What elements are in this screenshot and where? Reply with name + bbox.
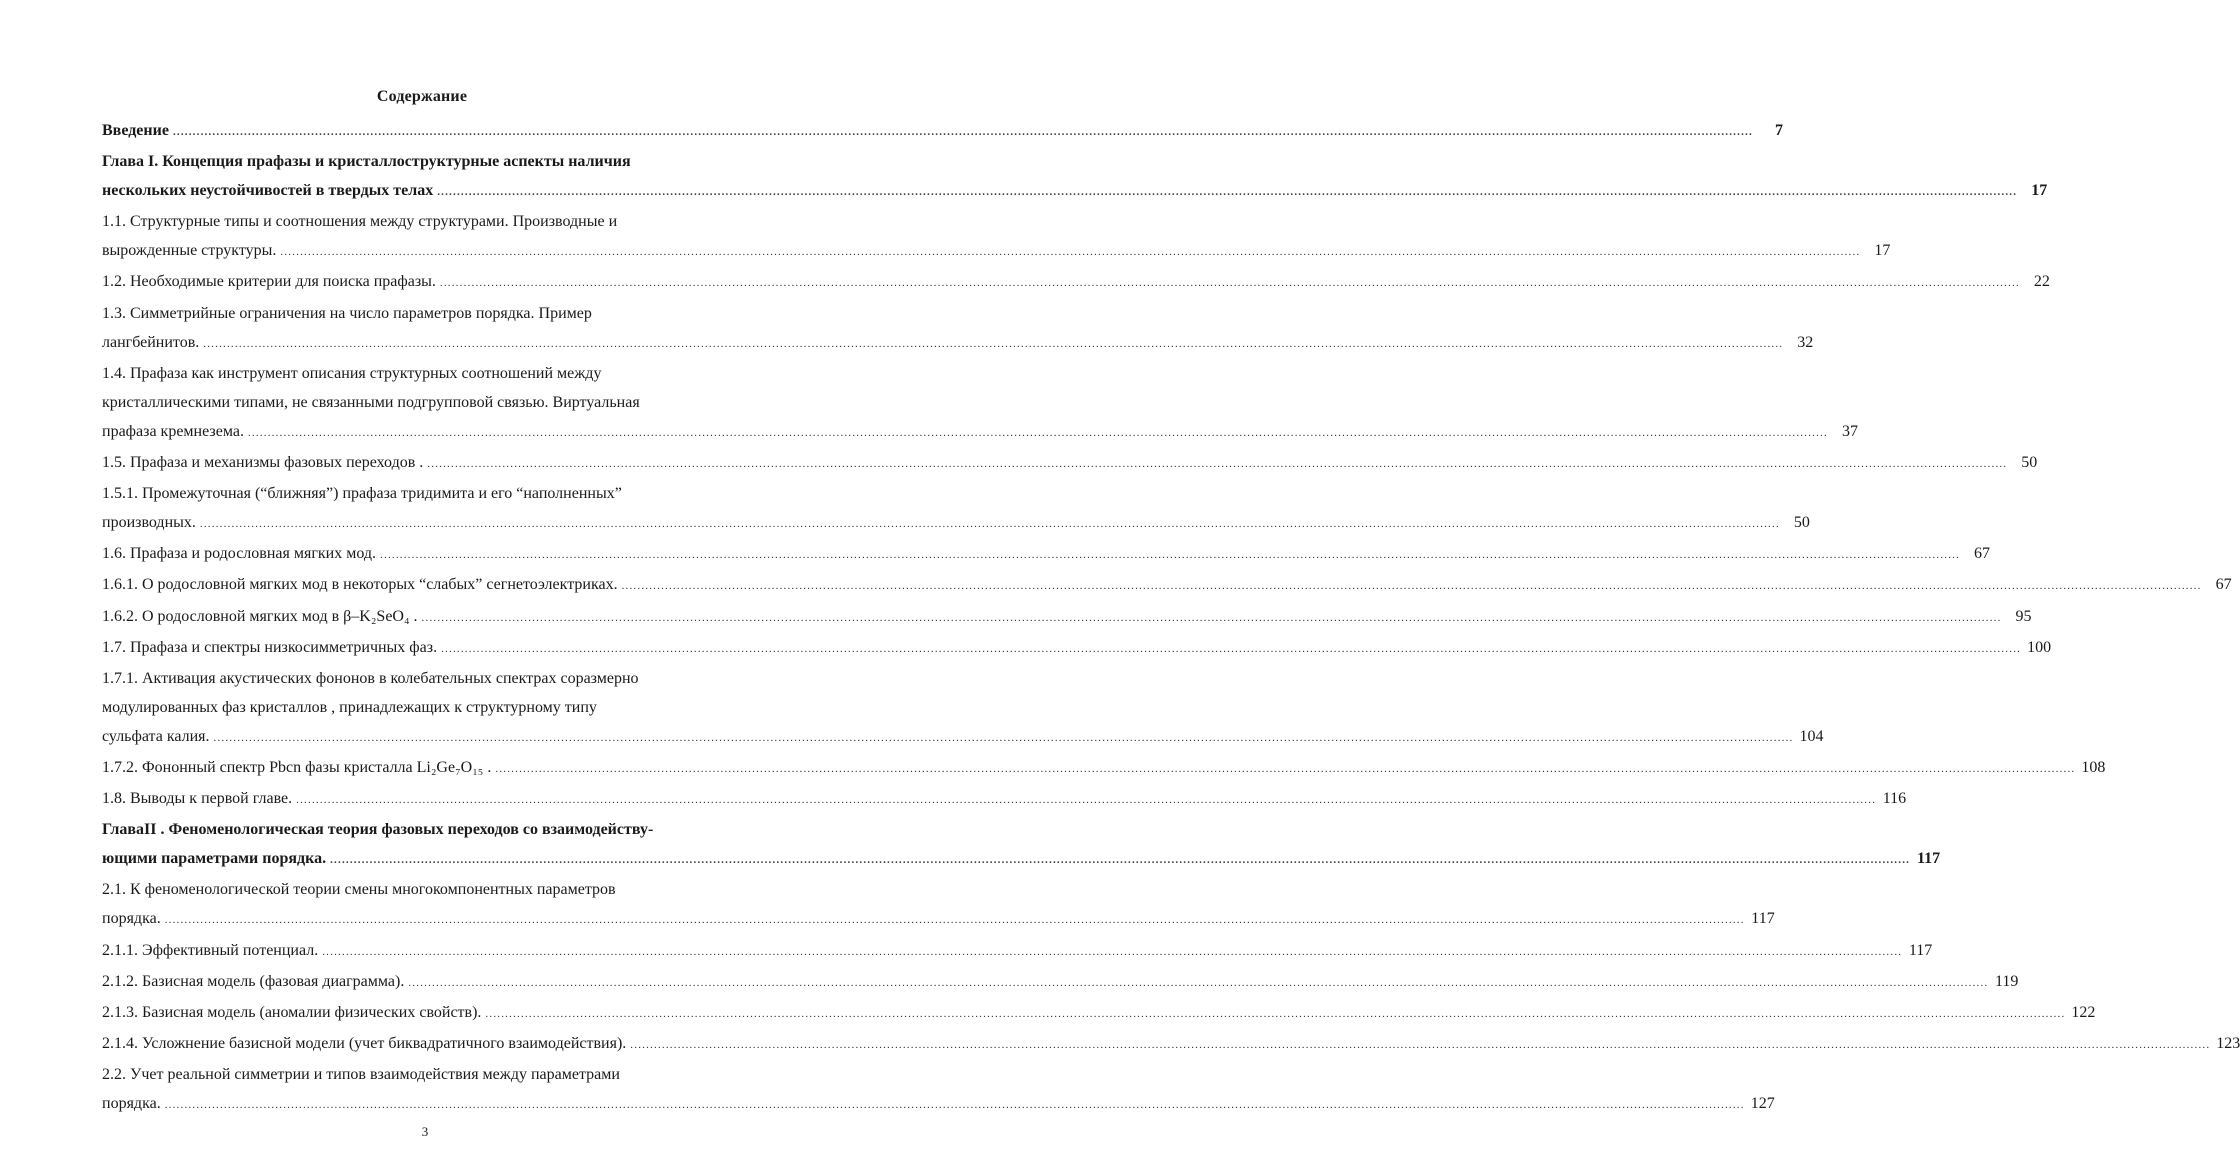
- dot-leader: ................................................................................................................................................................................................................................................................................................................................................................................................................: [164, 914, 1745, 927]
- toc-entry-text: 1.6. Прафаза и родословная мягких мод.: [102, 545, 377, 563]
- dot-leader: ................................................................................................................................................................................................................................................................................................................................................................................................................: [280, 246, 1861, 259]
- toc-entry[interactable]: [102, 967, 2019, 998]
- dot-leader: ................................................................................................................................................................................................................................................................................................................................................................................................................: [203, 337, 1784, 350]
- toc-entry-leader-line: [102, 753, 2106, 784]
- dot-leader: ................................................................................................................................................................................................................................................................................................................................................................................................................: [421, 611, 2002, 624]
- toc-entry[interactable]: [102, 479, 1810, 539]
- toc-entry-text-line: 1.5.1. Промежуточная (“ближняя”) прафаза тридимита и его “наполненных”: [102, 485, 622, 503]
- toc-entry[interactable]: [102, 815, 1941, 875]
- toc-page-number: 67: [2215, 576, 2232, 594]
- toc-entry-text-line: 1.3. Симметрийные ограничения на число параметров порядка. Пример: [102, 304, 592, 322]
- toc-entry-text: 2.1.3. Базисная модель (аномалии физических свойств).: [102, 1003, 482, 1021]
- toc-entry-text-line: Глава I. Концепция прафазы и кристаллоструктурные аспекты наличия: [102, 153, 631, 171]
- toc-entry-text: 1.8. Выводы к первой главе.: [102, 790, 293, 808]
- toc-entry-text: лангбейнитов.: [102, 333, 200, 351]
- toc-entry[interactable]: [102, 936, 1933, 967]
- toc-entry[interactable]: [102, 570, 2232, 601]
- toc-entry[interactable]: [102, 116, 1783, 147]
- toc-entry-leader-line: [102, 784, 1907, 815]
- toc-title: Содержание: [376, 88, 468, 105]
- dot-leader: ................................................................................................................................................................................................................................................................................................................................................................................................................: [322, 945, 1903, 958]
- dot-leader: ................................................................................................................................................................................................................................................................................................................................................................................................................: [247, 426, 1828, 439]
- toc-entry-text: 1.7.2. Фононный спектр Pbcn фазы кристалла Li₂Ge₇O₁₅ .: [102, 758, 492, 776]
- toc-page-number: 95: [2015, 607, 2032, 625]
- toc-page-number: 108: [2081, 758, 2106, 776]
- toc-page-number: 17: [1874, 242, 1891, 260]
- toc-entry[interactable]: [102, 998, 2096, 1029]
- toc-entry-text: 1.2. Необходимые критерии для поиска прафазы.: [102, 273, 436, 291]
- toc-entry-text-line: 1.1. Структурные типы и соотношения между структурами. Производные и: [102, 213, 618, 231]
- toc-entry-text: 1.6.1. О родословной мягких мод в некоторых “слабых” сегнетоэлектриках.: [102, 576, 618, 594]
- toc-page-number: 119: [1994, 972, 2019, 990]
- dot-leader: ................................................................................................................................................................................................................................................................................................................................................................................................................: [621, 580, 2202, 593]
- toc-entry-text-line: 1.7.1. Активация акустических фононов в колебательных спектрах соразмерно: [102, 669, 639, 687]
- toc-entry-text: производных.: [102, 514, 196, 532]
- dot-leader: ................................................................................................................................................................................................................................................................................................................................................................................................................: [439, 277, 2020, 290]
- dot-leader: ................................................................................................................................................................................................................................................................................................................................................................................................................: [213, 731, 1794, 744]
- toc-entry-text: 1.6.2. О родословной мягких мод в β–K₂SeO₄ .: [102, 607, 418, 625]
- toc-entry[interactable]: [102, 753, 2106, 784]
- toc-entry-text: Введение: [102, 122, 169, 139]
- toc-entry-text-line: 2.1. К феноменологической теории смены многокомпонентных параметров: [102, 881, 616, 899]
- toc-page-number: 123: [2216, 1034, 2240, 1052]
- toc-page-number: 22: [2033, 273, 2050, 291]
- toc-page-number: 32: [1797, 333, 1814, 351]
- toc-entry-text: 1.5. Прафаза и механизмы фазовых переходов .: [102, 454, 424, 472]
- toc-entry-text: 2.1.2. Базисная модель (фазовая диаграмма).: [102, 972, 405, 990]
- dot-leader: ................................................................................................................................................................................................................................................................................................................................................................................................................: [296, 794, 1877, 807]
- page-number: 3: [421, 1124, 429, 1139]
- table-of-contents: [102, 116, 2240, 1120]
- toc-entry[interactable]: [102, 633, 2052, 664]
- toc-entry-text: порядка.: [102, 910, 161, 928]
- toc-entry-leader-line: [102, 722, 1824, 753]
- toc-page-number: 104: [1799, 727, 1824, 745]
- toc-entry-text: нескольких неустойчивостей в твердых телах: [102, 182, 434, 200]
- toc-entry-leader-line: [102, 602, 2032, 633]
- toc-entry-leader-line: [102, 936, 1933, 967]
- toc-entry[interactable]: [102, 448, 2038, 479]
- dot-leader: ................................................................................................................................................................................................................................................................................................................................................................................................................: [199, 518, 1780, 531]
- toc-entry-text-line: модулированных фаз кристаллов , принадлежащих к структурному типу: [102, 698, 597, 716]
- toc-entry-leader-line: [102, 967, 2019, 998]
- dot-leader: ................................................................................................................................................................................................................................................................................................................................................................................................................: [408, 976, 1989, 989]
- toc-entry[interactable]: [102, 539, 1991, 570]
- toc-page-number: 117: [1908, 941, 1933, 959]
- toc-entry-text-line: ГлаваII . Феноменологическая теория фазовых переходов со взаимодейству-: [102, 821, 654, 839]
- toc-entry-leader-line: [102, 998, 2096, 1029]
- toc-page-number: 67: [1974, 545, 1991, 563]
- toc-page-number: 117: [1751, 910, 1775, 928]
- toc-entry-text: сульфата калия.: [102, 727, 210, 745]
- toc-entry[interactable]: [102, 299, 1814, 359]
- toc-entry-leader-line: [102, 904, 1775, 935]
- toc-entry[interactable]: [102, 602, 2032, 633]
- toc-entry-leader-line: [102, 328, 1814, 359]
- dot-leader: ................................................................................................................................................................................................................................................................................................................................................................................................................: [330, 854, 1911, 867]
- toc-entry-text: ющими параметрами порядка.: [102, 850, 327, 868]
- toc-entry-text-line: кристаллическими типами, не связанными подгрупповой связью. Виртуальная: [102, 393, 640, 411]
- toc-entry-leader-line: [102, 508, 1810, 539]
- toc-entry-leader-line: [102, 417, 1858, 448]
- toc-page-number: 7: [1774, 122, 1783, 139]
- toc-entry-leader-line: [102, 1029, 2240, 1060]
- dot-leader: ................................................................................................................................................................................................................................................................................................................................................................................................................: [427, 458, 2008, 471]
- toc-entry-text: 1.7. Прафаза и спектры низкосимметричных фаз.: [102, 638, 438, 656]
- toc-page-number: 127: [1750, 1095, 1775, 1112]
- toc-page-number: 116: [1882, 790, 1907, 808]
- toc-page-number: 50: [1793, 514, 1810, 532]
- toc-entry[interactable]: [102, 147, 2048, 207]
- toc-entry-leader-line: [102, 176, 2048, 207]
- toc-entry-leader-line: [102, 1089, 1775, 1120]
- toc-entry-leader-line: [102, 448, 2038, 479]
- toc-page-number: 50: [2021, 454, 2038, 472]
- toc-entry-text-line: 2.2. Учет реальной симметрии и типов взаимодействия между параметрами: [102, 1065, 620, 1083]
- toc-entry-leader-line: [102, 267, 2050, 298]
- toc-entry[interactable]: [102, 664, 1824, 753]
- dot-leader: ................................................................................................................................................................................................................................................................................................................................................................................................................: [485, 1007, 2066, 1020]
- dot-leader: ................................................................................................................................................................................................................................................................................................................................................................................................................: [630, 1038, 2211, 1051]
- dot-leader: ................................................................................................................................................................................................................................................................................................................................................................................................................: [437, 186, 2018, 199]
- dot-leader: ................................................................................................................................................................................................................................................................................................................................................................................................................: [164, 1099, 1745, 1111]
- toc-page-number: 17: [2031, 182, 2048, 200]
- toc-entry[interactable]: [102, 267, 2050, 298]
- toc-entry-leader-line: [102, 570, 2232, 601]
- toc-page-number: 117: [1916, 850, 1941, 868]
- toc-entry-text: вырожденные структуры.: [102, 242, 277, 260]
- toc-entry[interactable]: [102, 207, 1891, 267]
- toc-entry-text: прафаза кремнезема.: [102, 422, 244, 440]
- toc-entry-text-line: 1.4. Прафаза как инструмент описания структурных соотношений между: [102, 364, 602, 382]
- toc-entry[interactable]: [102, 1029, 2240, 1060]
- toc-entry[interactable]: [102, 359, 1858, 448]
- toc-page-number: 37: [1841, 422, 1858, 440]
- toc-entry-text: 2.1.1. Эффективный потенциал.: [102, 941, 319, 959]
- toc-page-number: 100: [2027, 638, 2052, 656]
- toc-entry-text: 2.1.4. Усложнение базисной модели (учет биквадратичного взаимодействия).: [102, 1034, 627, 1052]
- toc-entry-leader-line: [102, 116, 1783, 147]
- toc-entry[interactable]: [102, 784, 1907, 815]
- dot-leader: ................................................................................................................................................................................................................................................................................................................................................................................................................: [441, 642, 2022, 655]
- toc-entry[interactable]: [102, 1060, 1775, 1120]
- toc-entry-text: порядка.: [102, 1095, 161, 1112]
- dot-leader: ................................................................................................................................................................................................................................................................................................................................................................................................................: [172, 126, 1753, 138]
- dot-leader: ................................................................................................................................................................................................................................................................................................................................................................................................................: [380, 549, 1961, 562]
- toc-page-number: 122: [2071, 1003, 2096, 1021]
- toc-entry-leader-line: [102, 633, 2052, 664]
- dot-leader: ................................................................................................................................................................................................................................................................................................................................................................................................................: [495, 762, 2076, 775]
- toc-entry-leader-line: [102, 539, 1991, 570]
- toc-entry[interactable]: [102, 875, 1775, 935]
- toc-entry-leader-line: [102, 236, 1891, 267]
- toc-entry-leader-line: [102, 844, 1941, 875]
